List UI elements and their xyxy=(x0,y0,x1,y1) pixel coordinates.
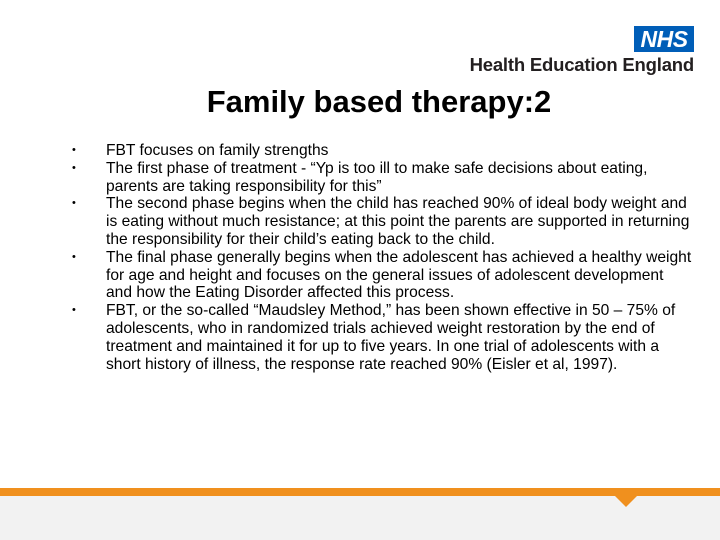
nhs-logo-mark: NHS xyxy=(634,26,694,52)
bullet-item xyxy=(72,195,692,248)
bullet-list xyxy=(72,142,692,373)
bullet-dot-icon: • xyxy=(72,144,76,156)
footer-accent-bar xyxy=(0,488,720,496)
slide-title: Family based therapy:2 xyxy=(206,84,552,119)
footer-band xyxy=(0,496,720,540)
bullet-text: The first phase of treatment - “Yp is too ill to make safe decisions about eating, parents are taking responsibility for this” xyxy=(106,159,648,195)
bullet-text: The second phase begins when the child has reached 90% of ideal body weight and is eating without much resistance; at this point the parents are supported in returning the responsibility for their child’s eating back to the child. xyxy=(106,195,690,248)
bullet-dot-icon: • xyxy=(72,161,76,174)
bullet-item xyxy=(72,249,692,302)
bullet-dot-icon: • xyxy=(72,304,76,317)
nhs-hee-logo xyxy=(444,26,694,78)
footer-notch-icon xyxy=(614,495,638,507)
bullet-text: FBT, or the so-called “Maudsley Method,” has been shown effective in 50 – 75% of adolescents, who in randomized trials achieved weight restoration by the end of treatment and maintained it for up to five years. In one trial of adolescents with a short history of illness, the response rate reached 90% (Eisler et al, 1997). xyxy=(106,302,676,373)
bullet-dot-icon: • xyxy=(72,250,76,263)
bullet-dot-icon: • xyxy=(72,197,76,210)
bullet-item xyxy=(72,160,692,196)
bullet-text: The final phase generally begins when the adolescent has achieved a healthy weight for age and height and focuses on the general issues of adolescent development and how the Eating Disorder affected this process. xyxy=(106,248,692,302)
bullet-item xyxy=(72,142,692,160)
organisation-name: Health Education England xyxy=(469,54,694,75)
bullet-text: FBT focuses on family strengths xyxy=(106,142,329,159)
bullet-item xyxy=(72,302,692,373)
